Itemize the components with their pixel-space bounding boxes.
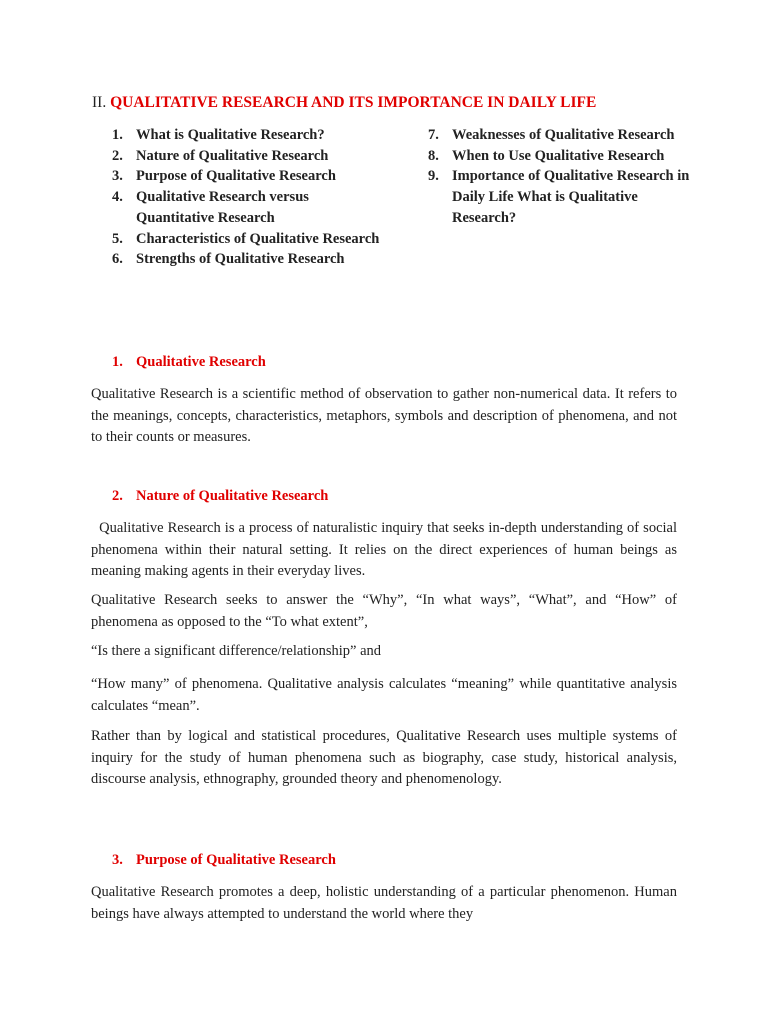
section-heading-1: 1. Qualitative Research <box>112 354 266 370</box>
toc-item: 1. What is Qualitative Research? <box>112 127 325 143</box>
paragraph: Qualitative Research is a process of naturalistic inquiry that seeks in-depth understanding of social phenomena within their natural setting. It relies on the direct experiences of human beings as meaning making agents in their everyday lives. <box>91 520 677 579</box>
toc-item: 3. Purpose of Qualitative Research <box>112 168 336 185</box>
section-heading-2: 2. Nature of Qualitative Research <box>112 488 329 504</box>
toc-item: 6. Strengths of Qualitative Research <box>112 251 345 268</box>
section-heading-3: 3. Purpose of Qualitative Research <box>112 852 336 868</box>
title-text: QUALITATIVE RESEARCH AND ITS IMPORTANCE IN DAILY LIFE <box>110 94 597 111</box>
toc-item: 2. Nature of Qualitative Research <box>112 147 329 164</box>
title-number: II. <box>92 94 107 111</box>
toc-left-column <box>112 125 382 270</box>
paragraph: Qualitative Research is a scientific method of observation to gather non-numerical data. It refers to the meanings, concepts, characteristics, metaphors, symbols and description of phenomena, and not to their counts or measures. <box>91 386 677 445</box>
paragraph: “Is there a significant difference/relationship” and <box>91 643 382 659</box>
toc-item: 4. Qualitative Research versus Quantitative Research <box>112 189 309 226</box>
document-title <box>92 94 732 112</box>
toc-right-column <box>428 125 698 229</box>
toc-item: 7. Weaknesses of Qualitative Research <box>428 127 675 143</box>
toc-item: 5. Characteristics of Qualitative Research <box>112 230 380 247</box>
toc-item: 9. Importance of Qualitative Research in Daily Life What is Qualitative Research? <box>428 168 690 226</box>
paragraph: Rather than by logical and statistical procedures, Qualitative Research uses multiple systems of inquiry for the study of human phenomena such as biography, case study, historical analysis, discourse analysis, ethnography, grounded theory and phenomenology. <box>91 728 677 787</box>
paragraph: Qualitative Research seeks to answer the “Why”, “In what ways”, “What”, and “How” of phenomena as opposed to the “To what extent”, <box>91 592 677 630</box>
paragraph: Qualitative Research promotes a deep, holistic understanding of a particular phenomenon. Human beings have always attempted to understand the world where they <box>91 884 677 922</box>
paragraph: “How many” of phenomena. Qualitative analysis calculates “meaning” while quantitative analysis calculates “mean”. <box>91 676 677 714</box>
toc-item: 8. When to Use Qualitative Research <box>428 147 665 164</box>
